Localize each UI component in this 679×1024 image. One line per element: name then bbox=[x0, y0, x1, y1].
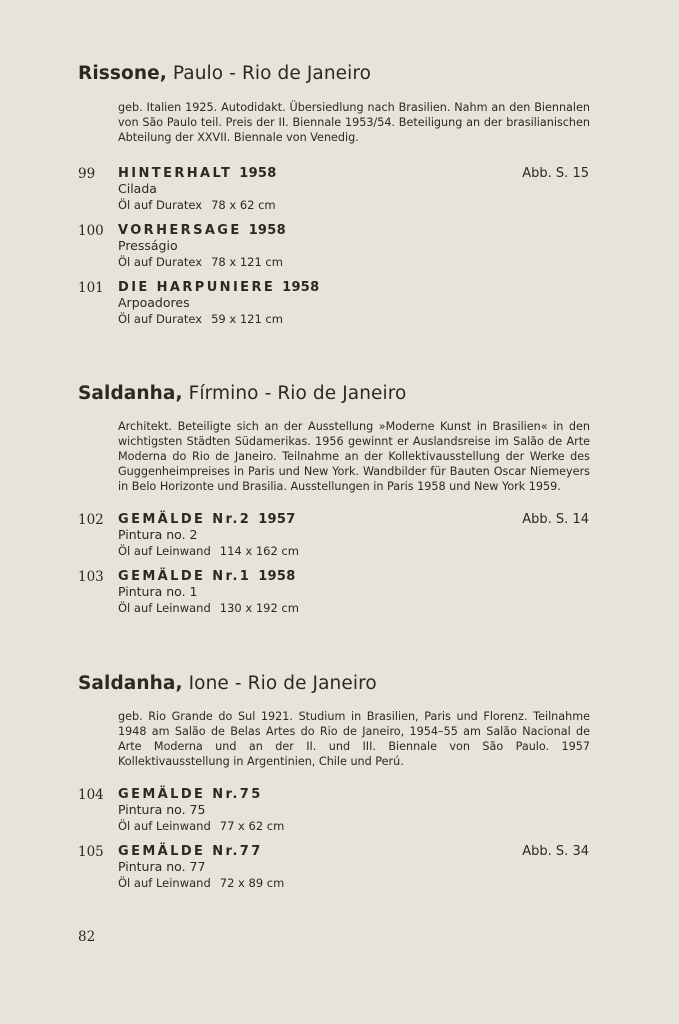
page-number: 82 bbox=[78, 929, 96, 945]
entry-illustration-ref: Abb. S. 34 bbox=[522, 844, 589, 859]
entry-dimensions: 114 x 162 cm bbox=[219, 544, 299, 558]
entry-medium: Öl auf Leinwand 77 x 62 cm bbox=[118, 819, 285, 833]
catalog-entry-104 bbox=[0, 787, 679, 841]
artist-bio-rissone: geb. Italien 1925. Autodidakt. Übersiedlung nach Brasilien. Nahm an den Biennalen von São Paulo teil. Preis der II. Biennale 1953/54. Beteiligung an der brasilianischen Abteilung der XXVII. Biennale von Venedig. bbox=[118, 101, 590, 144]
catalog-entry-103 bbox=[0, 569, 679, 623]
catalog-entry-100 bbox=[0, 223, 679, 277]
entry-year: 1957 bbox=[258, 512, 296, 527]
entry-medium: Öl auf Duratex 78 x 121 cm bbox=[118, 255, 283, 269]
entry-title: GEMÄLDE Nr.1 1958 bbox=[118, 569, 296, 584]
entry-subtitle: Pintura no. 1 bbox=[118, 584, 198, 599]
artist-bio-saldanha-ione: geb. Rio Grande do Sul 1921. Studium in Brasilien, Paris und Florenz. Teilnahme 1948 am Salão de Belas Artes do Rio de Janeiro, 1954–55 am Salão Nacional de Arte Moderna und an der II. und III. Biennale von São Paulo. 1957 Kollektivausstellung in Argentinien, Chile und Perú. bbox=[118, 710, 590, 768]
entry-dimensions: 59 x 121 cm bbox=[211, 312, 283, 326]
artist-surname: Saldanha, bbox=[78, 383, 183, 404]
entry-year: 1958 bbox=[258, 569, 296, 584]
artist-surname: Rissone, bbox=[78, 63, 167, 84]
artist-bio-saldanha-firmino: Architekt. Beteiligte sich an der Ausstellung »Moderne Kunst in Brasilien« in den wichtigsten Städten Südamerikas. 1956 gewinnt er Auslandsreise im Salão de Arte Moderna do Rio de Janeiro. Teilnahme an der Kollektivausstellung der Werke des Guggenheimpreises in Paris und New York. Wandbilder für Bauten Oscar Niemeyers in Belo Horizonte und Brasilia. Ausstellungen in Paris 1958 und New York 1959. bbox=[118, 420, 590, 493]
catalog-entry-105 bbox=[0, 844, 679, 898]
entry-year: 1958 bbox=[239, 166, 277, 181]
entry-title: GEMÄLDE Nr.77 bbox=[118, 844, 263, 859]
entry-title: VORHERSAGE 1958 bbox=[118, 223, 286, 238]
entry-number: 99 bbox=[78, 166, 96, 182]
entry-illustration-ref: Abb. S. 14 bbox=[522, 512, 589, 527]
catalog-entry-101 bbox=[0, 280, 679, 334]
entry-year: 1958 bbox=[248, 223, 286, 238]
entry-number: 100 bbox=[78, 223, 104, 239]
entry-illustration-ref: Abb. S. 15 bbox=[522, 166, 589, 181]
artist-name-location: Ione - Rio de Janeiro bbox=[182, 673, 377, 694]
entry-title: GEMÄLDE Nr.2 1957 bbox=[118, 512, 296, 527]
artist-heading-saldanha-ione bbox=[78, 673, 377, 695]
entry-dimensions: 78 x 62 cm bbox=[211, 198, 276, 212]
entry-title: DIE HARPUNIERE 1958 bbox=[118, 280, 320, 295]
entry-number: 103 bbox=[78, 569, 104, 585]
artist-name-location: Fírmino - Rio de Janeiro bbox=[182, 383, 407, 404]
entry-subtitle: Pintura no. 77 bbox=[118, 859, 206, 874]
entry-subtitle: Pintura no. 75 bbox=[118, 802, 206, 817]
entry-year: 1958 bbox=[282, 280, 320, 295]
entry-medium: Öl auf Leinwand 130 x 192 cm bbox=[118, 601, 299, 615]
entry-medium: Öl auf Leinwand 114 x 162 cm bbox=[118, 544, 299, 558]
entry-subtitle: Presságio bbox=[118, 238, 178, 253]
artist-heading-saldanha-firmino bbox=[78, 383, 406, 405]
entry-subtitle: Arpoadores bbox=[118, 295, 190, 310]
entry-subtitle: Pintura no. 2 bbox=[118, 527, 198, 542]
artist-heading-rissone bbox=[78, 63, 371, 85]
entry-dimensions: 77 x 62 cm bbox=[219, 819, 285, 833]
artist-name-location: Paulo - Rio de Janeiro bbox=[166, 63, 372, 84]
entry-number: 101 bbox=[78, 280, 104, 296]
entry-number: 105 bbox=[78, 844, 104, 860]
entry-medium: Öl auf Leinwand 72 x 89 cm bbox=[118, 876, 285, 890]
entry-subtitle: Cilada bbox=[118, 181, 157, 196]
artist-surname: Saldanha, bbox=[78, 673, 183, 694]
catalog-entry-99 bbox=[0, 166, 679, 220]
entry-number: 102 bbox=[78, 512, 104, 528]
entry-title: GEMÄLDE Nr.75 bbox=[118, 787, 263, 802]
entry-dimensions: 130 x 192 cm bbox=[219, 601, 299, 615]
catalog-entry-102 bbox=[0, 512, 679, 566]
entry-number: 104 bbox=[78, 787, 104, 803]
entry-dimensions: 72 x 89 cm bbox=[219, 876, 285, 890]
entry-title: HINTERHALT 1958 bbox=[118, 166, 277, 181]
entry-medium: Öl auf Duratex 78 x 62 cm bbox=[118, 198, 276, 212]
entry-dimensions: 78 x 121 cm bbox=[211, 255, 283, 269]
entry-medium: Öl auf Duratex 59 x 121 cm bbox=[118, 312, 283, 326]
